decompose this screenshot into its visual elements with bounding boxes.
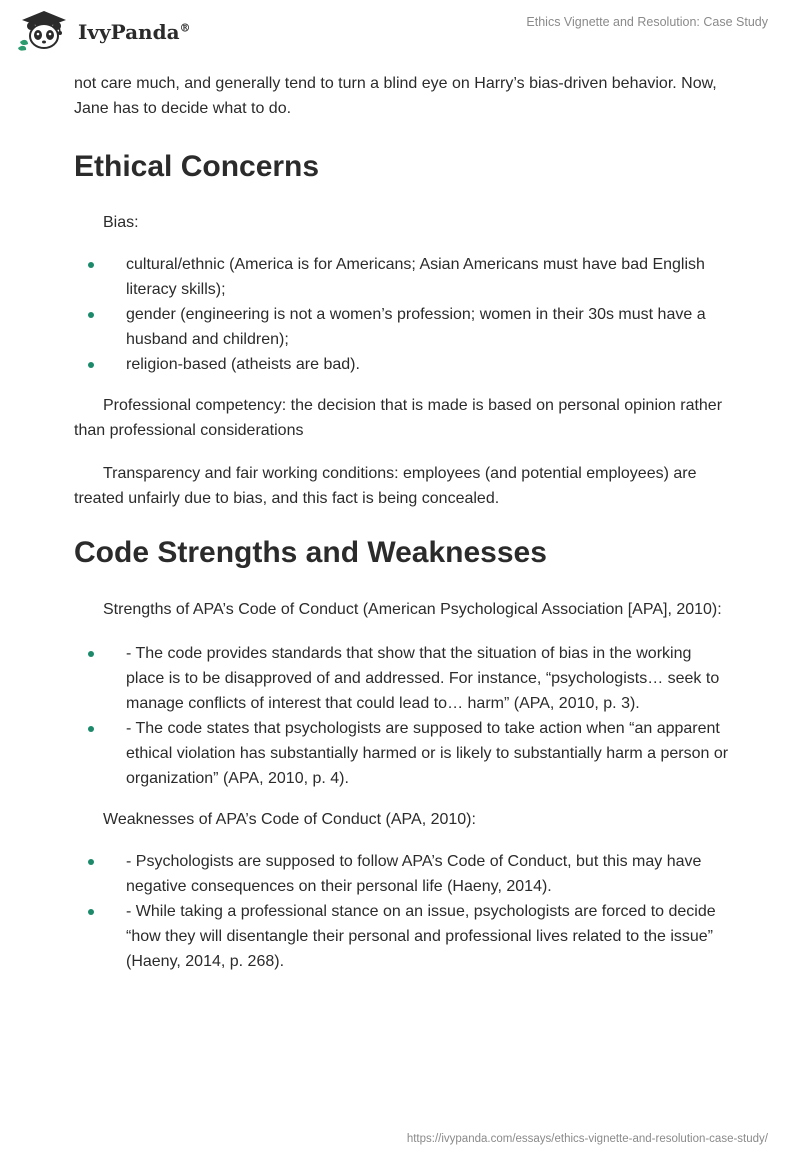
- list-item-text: - Psychologists are supposed to follow APA’s Code of Conduct, but this may have negative consequences on their personal life (Haeny, 2014).: [126, 853, 702, 895]
- bias-label: Bias:: [103, 214, 139, 231]
- ethical-concerns-heading: Ethical Concerns: [74, 150, 320, 183]
- bullet-icon: [88, 262, 94, 268]
- brand-text: IvyPanda: [78, 20, 180, 44]
- list-item: [74, 252, 734, 302]
- registered-mark: ®: [179, 21, 191, 35]
- list-item: [74, 849, 734, 899]
- bias-list: [74, 252, 734, 377]
- strengths-intro: Strengths of APA’s Code of Conduct (American Psychological Association [APA], 2010):: [103, 601, 722, 618]
- list-item: [74, 899, 734, 974]
- list-item-text: - While taking a professional stance on an issue, psychologists are forced to decide “how they will disentangle their personal and professional lives related to the issue” (Haeny, 2014, p. 268).: [126, 903, 716, 970]
- bullet-icon: [88, 312, 94, 318]
- panda-graduate-logo-icon[interactable]: [14, 8, 74, 52]
- list-item-text: religion-based (atheists are bad).: [126, 356, 360, 373]
- list-item: [74, 302, 734, 352]
- bullet-icon: [88, 909, 94, 915]
- weaknesses-list: [74, 849, 734, 974]
- list-item: [74, 352, 734, 377]
- source-url-link[interactable]: https://ivypanda.com/essays/ethics-vignette-and-resolution-case-study/: [406, 1133, 768, 1145]
- bullet-icon: [88, 726, 94, 732]
- transparency-paragraph: Transparency and fair working conditions: employees (and potential employees) are treated unfairly due to bias, and this fact is being concealed.: [74, 465, 697, 507]
- list-item-text: cultural/ethnic (America is for Americans; Asian Americans must have bad English literacy skills);: [126, 256, 705, 298]
- list-item: [74, 716, 734, 791]
- list-item-text: - The code provides standards that show that the situation of bias in the working place is to be disapproved of and addressed. For instance, “psychologists… seek to manage conflicts of interest that could lead to… harm” (APA, 2010, p. 3).: [126, 645, 720, 712]
- bullet-icon: [88, 362, 94, 368]
- list-item-text: - The code states that psychologists are supposed to take action when “an apparent ethical violation has substantially harmed or is likely to substantially harm a person or organization” (APA, 2010, p. 4).: [126, 720, 729, 787]
- document-title: Ethics Vignette and Resolution: Case Study: [526, 15, 768, 29]
- list-item-text: gender (engineering is not a women’s profession; women in their 30s must have a husband and children);: [126, 306, 706, 348]
- bullet-icon: [88, 859, 94, 865]
- competency-paragraph: Professional competency: the decision that is made is based on personal opinion rather than professional considerations: [74, 397, 723, 439]
- article-body: [74, 71, 734, 974]
- list-item: [74, 641, 734, 716]
- weaknesses-intro: Weaknesses of APA’s Code of Conduct (APA, 2010):: [103, 811, 476, 828]
- strengths-list: [74, 641, 734, 791]
- code-strengths-weaknesses-heading: Code Strengths and Weaknesses: [74, 536, 547, 569]
- brand-name[interactable]: [78, 20, 191, 44]
- intro-paragraph: not care much, and generally tend to turn a blind eye on Harry’s bias-driven behavior. Now, Jane has to decide what to do.: [74, 75, 717, 117]
- bullet-icon: [88, 651, 94, 657]
- page-header: [0, 0, 800, 70]
